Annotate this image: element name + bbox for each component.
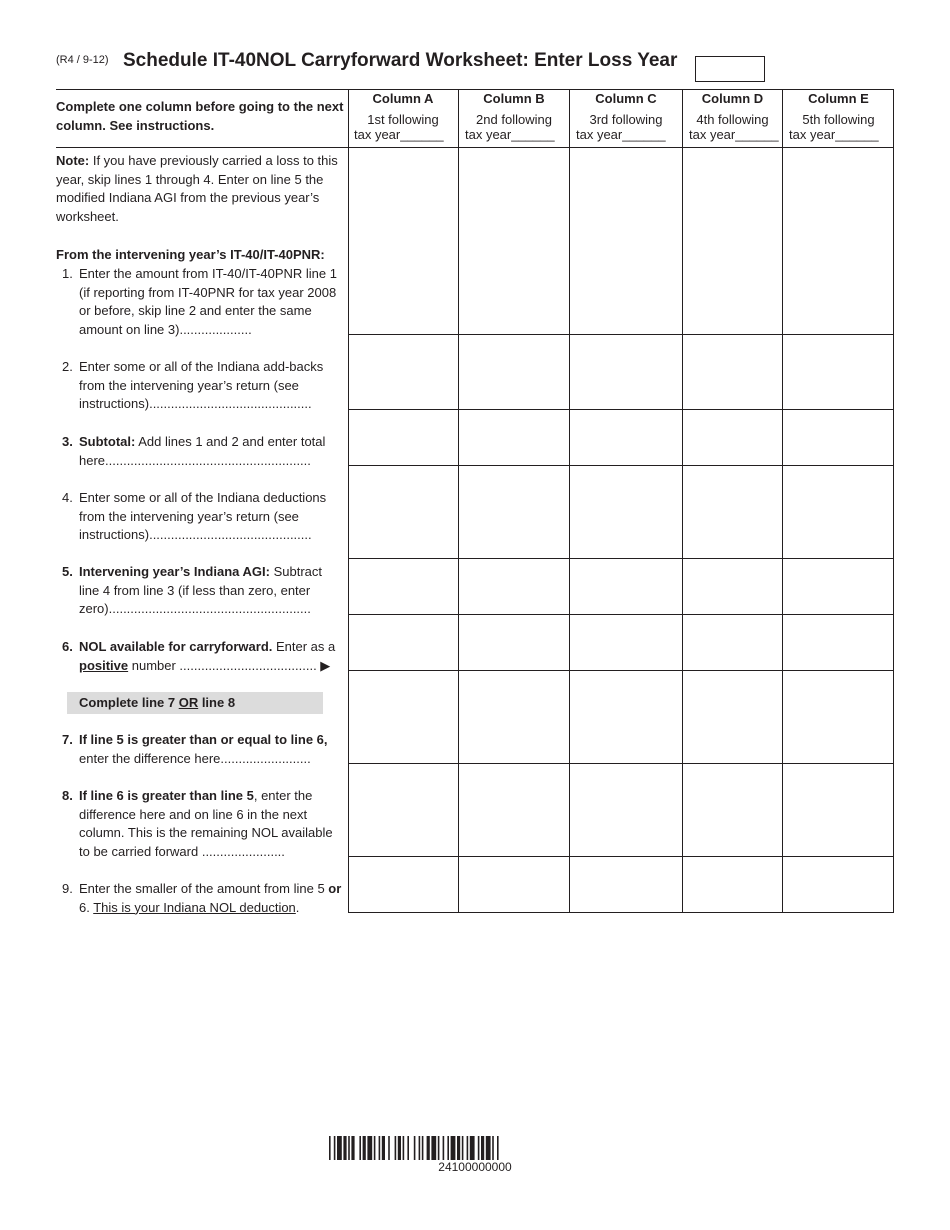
line-4-text: Enter some or all of the Indiana deductions from the intervening year’s return (see instructions)............................................. xyxy=(79,490,327,542)
line-9-text-c: . xyxy=(295,899,300,915)
line-6-text-a: Enter as a xyxy=(272,639,336,654)
column-a-tax-year: tax year______ xyxy=(354,127,444,142)
line-1-number: 1. xyxy=(62,266,73,281)
barcode-bar xyxy=(334,1136,336,1160)
barcode-bar xyxy=(451,1136,456,1160)
column-b-name: Column B xyxy=(483,91,545,106)
barcode-bar xyxy=(388,1136,390,1160)
column-b-header xyxy=(459,89,569,147)
barcode-bar xyxy=(422,1136,424,1160)
line-3-number: 3. xyxy=(62,434,73,449)
banner-or: OR xyxy=(178,695,199,710)
column-d-header xyxy=(683,89,782,147)
barcode-bar xyxy=(398,1136,401,1160)
line-8 xyxy=(62,787,342,861)
line-7-label: If line 5 is greater than or equal to line 6, xyxy=(79,732,328,747)
line-3-text: Add lines 1 and 2 and enter total here......................................................... xyxy=(79,434,326,468)
barcode-bar xyxy=(438,1136,440,1160)
barcode-bar xyxy=(481,1136,484,1160)
barcode-bar xyxy=(462,1136,464,1160)
barcode-bar xyxy=(497,1136,499,1160)
worksheet-grid-lines xyxy=(348,89,894,913)
column-e-header xyxy=(783,89,894,147)
barcode-bar xyxy=(427,1136,430,1160)
barcode-bar xyxy=(457,1136,460,1160)
line-8-text: , enter the difference here and on line 6 in the next column. This is the remaining NOL available to be carried forward ....................... xyxy=(79,788,333,859)
barcode-bar xyxy=(363,1136,366,1160)
barcode-bar xyxy=(419,1136,421,1160)
column-c-header xyxy=(570,89,682,147)
barcode-bar xyxy=(467,1136,469,1160)
column-c-ordinal: 3rd following xyxy=(589,112,663,127)
line-9-text-a: Enter the smaller of the amount from line 5 xyxy=(79,881,329,896)
column-e-ordinal: 5th following xyxy=(802,112,875,127)
barcode-bar xyxy=(492,1136,494,1160)
line-5-text: Subtract line 4 from line 3 (if less than zero, enter zero)........................................................ xyxy=(79,564,322,616)
barcode-bar xyxy=(343,1136,346,1160)
line-1 xyxy=(62,265,342,339)
note-text: If you have previously carried a loss to this year, skip lines 1 through 4. Enter on line 5 the modified Indiana AGI from the previous year’s worksheet. xyxy=(56,153,338,224)
line-2-number: 2. xyxy=(62,359,73,374)
line-4 xyxy=(62,489,342,545)
line-1-text: Enter the amount from IT-40/IT-40PNR line 1 (if reporting from IT-40PNR for tax year 2008 or before, skip line 2 and enter the same amount on line 3).................... xyxy=(79,266,337,337)
line-8-number: 8. xyxy=(62,788,73,803)
line-3 xyxy=(62,433,342,470)
loss-year-input-box[interactable] xyxy=(695,56,765,82)
barcode-bar xyxy=(395,1136,397,1160)
barcode-bar xyxy=(447,1136,449,1160)
line-6-positive: positive xyxy=(79,657,129,673)
line-9 xyxy=(62,880,342,917)
column-a-header xyxy=(348,89,458,147)
barcode-bar xyxy=(414,1136,416,1160)
line-4-number: 4. xyxy=(62,490,73,505)
banner-pre: Complete line 7 xyxy=(79,695,179,710)
barcode-number: 24100000000 xyxy=(438,1160,512,1174)
barcode-bar xyxy=(431,1136,436,1160)
barcode-bar xyxy=(348,1136,350,1160)
header-divider xyxy=(56,89,348,90)
note-label: Note: xyxy=(56,153,90,168)
header-divider-bottom xyxy=(56,147,348,148)
line-9-deduction: This is your Indiana NOL deduction xyxy=(93,899,296,915)
barcode-bar xyxy=(443,1136,445,1160)
barcode-bar xyxy=(351,1136,354,1160)
line-6-number: 6. xyxy=(62,639,73,654)
column-d-name: Column D xyxy=(701,91,764,106)
line-5-number: 5. xyxy=(62,564,73,579)
line-2-text: Enter some or all of the Indiana add-backs from the intervening year’s return (see instructions)............................................. xyxy=(79,359,324,411)
barcode-bar xyxy=(486,1136,491,1160)
barcode-bar xyxy=(478,1136,480,1160)
barcode-bar xyxy=(403,1136,405,1160)
column-c-name: Column C xyxy=(595,91,657,106)
column-c-tax-year: tax year______ xyxy=(576,127,666,142)
line-7-or-8-banner xyxy=(67,692,323,714)
column-a-ordinal: 1st following xyxy=(367,112,439,127)
barcode-bar xyxy=(470,1136,475,1160)
line-7-number: 7. xyxy=(62,732,73,747)
barcode-bar xyxy=(359,1136,361,1160)
line-9-or: or xyxy=(328,881,342,896)
line-9-number: 9. xyxy=(62,881,73,896)
line-5 xyxy=(62,563,342,619)
barcode-bar xyxy=(382,1136,385,1160)
instructions-header: Complete one column before going to the next column. See instructions. xyxy=(56,99,344,133)
line-5-label: Intervening year’s Indiana AGI: xyxy=(79,564,270,579)
barcode-bar xyxy=(367,1136,372,1160)
barcode-bar xyxy=(329,1136,331,1160)
worksheet-grid xyxy=(348,89,894,913)
form-revision: (R4 / 9-12) xyxy=(56,54,109,66)
note-paragraph xyxy=(56,152,341,226)
line-3-label: Subtotal: xyxy=(79,434,136,449)
line-6 xyxy=(62,638,342,675)
form-title: Schedule IT-40NOL Carryforward Worksheet: Enter Loss Year xyxy=(123,50,678,71)
line-9-text-b: 6. xyxy=(79,899,94,915)
barcode-bar xyxy=(337,1136,342,1160)
barcode xyxy=(329,1136,621,1160)
column-e-name: Column E xyxy=(808,91,869,106)
column-b-tax-year: tax year______ xyxy=(465,127,555,142)
column-a-name: Column A xyxy=(372,91,434,106)
line-7 xyxy=(62,731,342,768)
column-d-ordinal: 4th following xyxy=(696,112,769,127)
line-7-text: enter the difference here......................... xyxy=(79,750,311,766)
barcode-bar xyxy=(374,1136,376,1160)
line-8-label: If line 6 is greater than line 5 xyxy=(79,788,254,803)
line-6-label: NOL available for carryforward. xyxy=(79,639,273,654)
banner-post: line 8 xyxy=(198,695,236,710)
column-e-tax-year: tax year______ xyxy=(789,127,879,142)
barcode-bar xyxy=(379,1136,381,1160)
section-heading: From the intervening year’s IT-40/IT-40PNR: xyxy=(56,247,325,262)
column-b-ordinal: 2nd following xyxy=(476,112,552,127)
line-2 xyxy=(62,358,342,414)
barcode-bar xyxy=(407,1136,409,1160)
column-d-tax-year: tax year______ xyxy=(689,127,779,142)
line-6-text-b: number ...................................... ▶ xyxy=(128,657,331,673)
